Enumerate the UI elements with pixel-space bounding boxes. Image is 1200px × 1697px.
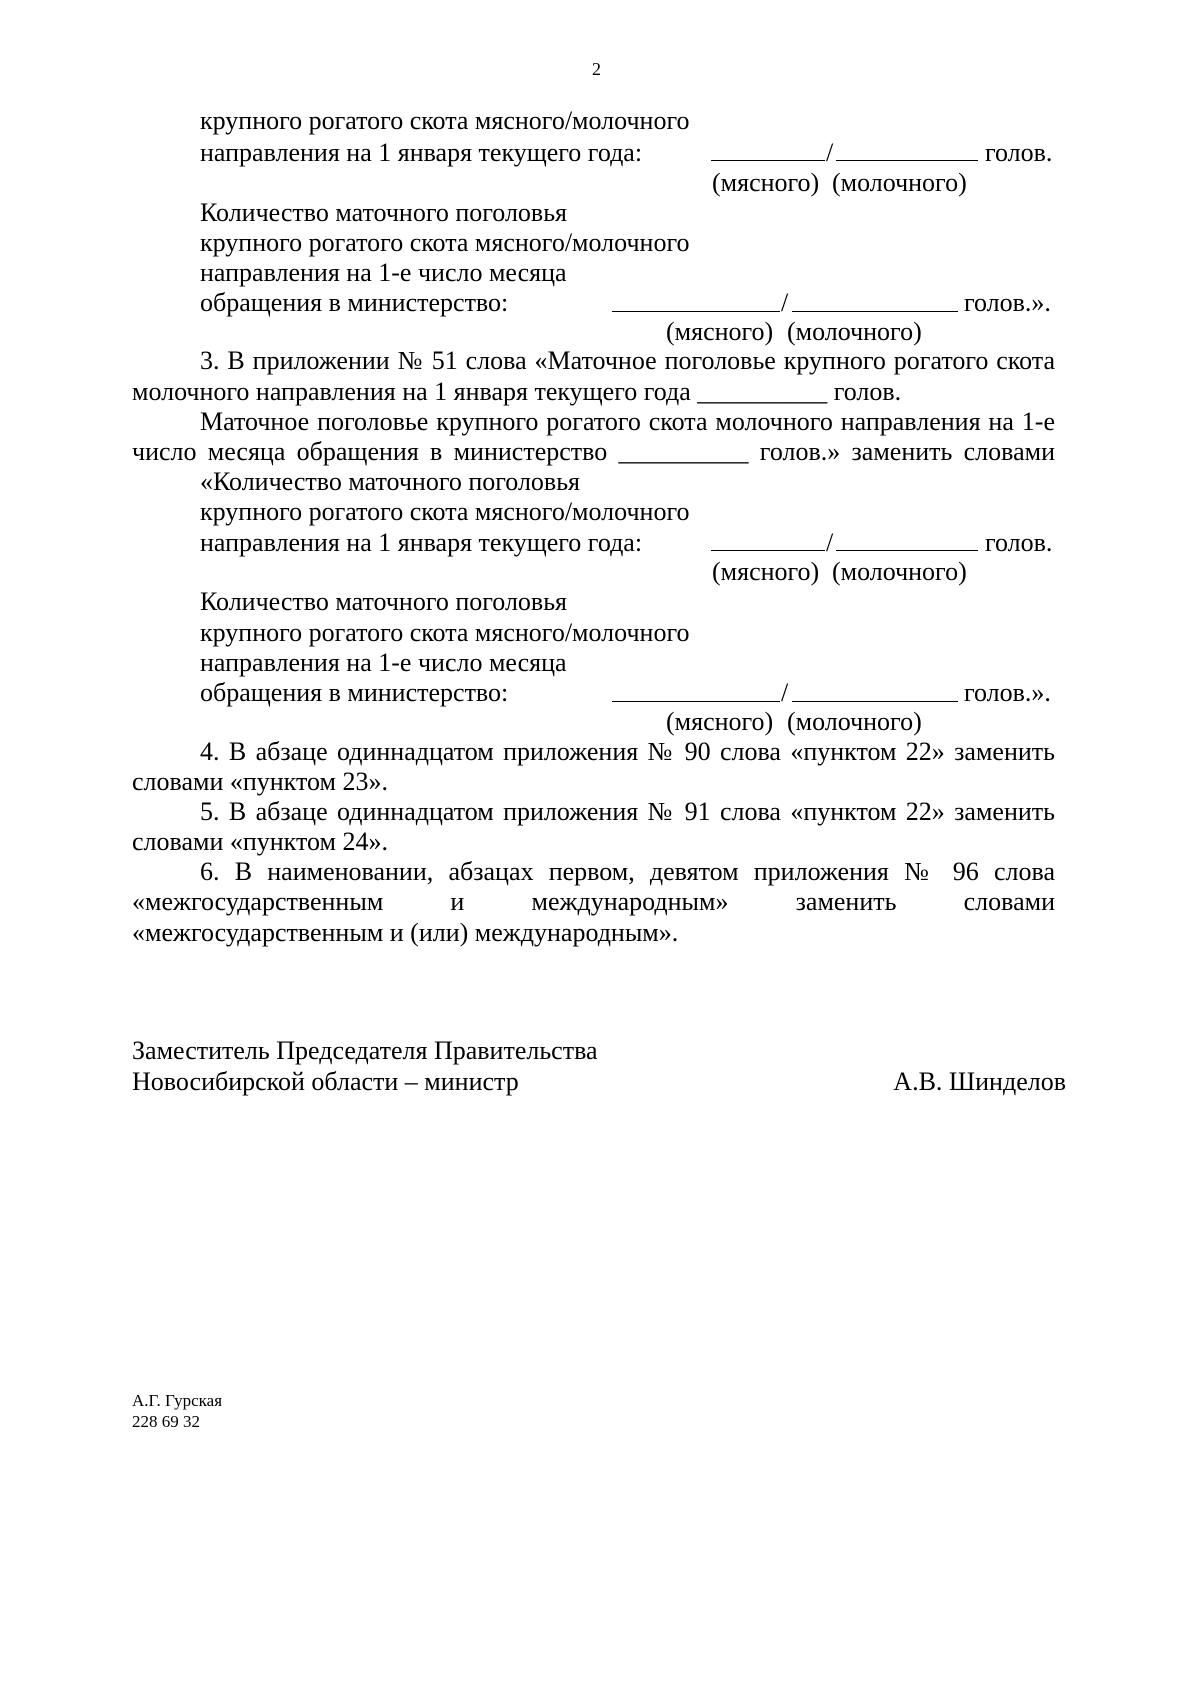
label-milk-4: (молочного)	[787, 707, 922, 736]
unit-4: голов.».	[964, 678, 1051, 707]
item4-line2: словами «пунктом 23».	[132, 767, 388, 796]
signatory-name: А.В. Шинделов	[893, 1067, 1066, 1096]
item6-line2: «межгосударственным и международным» заменить словами	[132, 887, 1055, 916]
label-meat-1: (мясного)	[712, 168, 820, 197]
block4-line2: крупного рогатого скота мясного/молочного	[200, 618, 690, 647]
blank-meat-3	[711, 550, 825, 551]
block1-line1: крупного рогатого скота мясного/молочного	[200, 106, 690, 135]
blank-meat-4	[612, 701, 780, 702]
item3-p1-line1: 3. В приложении № 51 слова «Маточное поголовье крупного рогатого скота	[200, 346, 1055, 375]
blank-slash-2: /	[781, 288, 789, 317]
block2-line3: направления на 1-е число месяца	[200, 258, 567, 287]
executor-phone: 228 69 32	[132, 1412, 200, 1431]
signatory-title-line2: Новосибирской области – министр	[132, 1067, 519, 1096]
blank-meat-1	[711, 160, 825, 161]
block2-line4: обращения в министерство:	[200, 288, 509, 317]
label-milk-1: (молочного)	[832, 168, 967, 197]
block3-line1: «Количество маточного поголовья	[200, 467, 581, 496]
blank-slash-3: /	[826, 528, 834, 557]
item4-line1: 4. В абзаце одиннадцатом приложения № 90 слова «пунктом 22» заменить	[200, 737, 1055, 766]
label-milk-2: (молочного)	[787, 317, 922, 346]
item3-p1-line2: молочного направления на 1 января текущего года __________ голов.	[132, 377, 902, 406]
item6-line1: 6. В наименовании, абзацах первом, девятом приложения № 96 слова	[200, 857, 1055, 886]
executor-name: А.Г. Гурская	[132, 1391, 223, 1410]
label-milk-3: (молочного)	[832, 557, 967, 586]
item3-p2-line2: число месяца обращения в министерство __________ голов.» заменить словами	[132, 437, 1055, 466]
block2-line1: Количество маточного поголовья	[200, 198, 568, 227]
block4-line1: Количество маточного поголовья	[200, 587, 568, 616]
block3-line2: крупного рогатого скота мясного/молочного	[200, 497, 690, 526]
block1-line2: направления на 1 января текущего года:	[200, 138, 643, 167]
item3-p2-line1: Маточное поголовье крупного рогатого скота молочного направления на 1-е	[200, 407, 1055, 436]
blank-milk-3	[836, 550, 978, 551]
unit-2: голов.».	[964, 288, 1051, 317]
unit-3: голов.	[985, 528, 1053, 557]
page-number: 2	[592, 59, 601, 79]
blank-slash-4: /	[781, 678, 789, 707]
blank-milk-2	[792, 311, 958, 312]
block4-line4: обращения в министерство:	[200, 678, 509, 707]
signatory-title-line1: Заместитель Председателя Правительства	[132, 1036, 598, 1065]
blank-meat-2	[612, 311, 780, 312]
blank-milk-1	[836, 160, 978, 161]
blank-milk-4	[792, 701, 958, 702]
unit-1: голов.	[985, 138, 1053, 167]
block4-line3: направления на 1-е число месяца	[200, 648, 567, 677]
blank-slash-1: /	[826, 138, 834, 167]
block3-line3: направления на 1 января текущего года:	[200, 528, 643, 557]
label-meat-3: (мясного)	[712, 557, 820, 586]
block2-line2: крупного рогатого скота мясного/молочного	[200, 228, 690, 257]
label-meat-2: (мясного)	[666, 317, 774, 346]
item6-line3: «межгосударственным и (или) международным».	[132, 918, 679, 947]
item5-line2: словами «пунктом 24».	[132, 827, 388, 856]
item5-line1: 5. В абзаце одиннадцатом приложения № 91 слова «пунктом 22» заменить	[200, 797, 1055, 826]
label-meat-4: (мясного)	[666, 707, 774, 736]
